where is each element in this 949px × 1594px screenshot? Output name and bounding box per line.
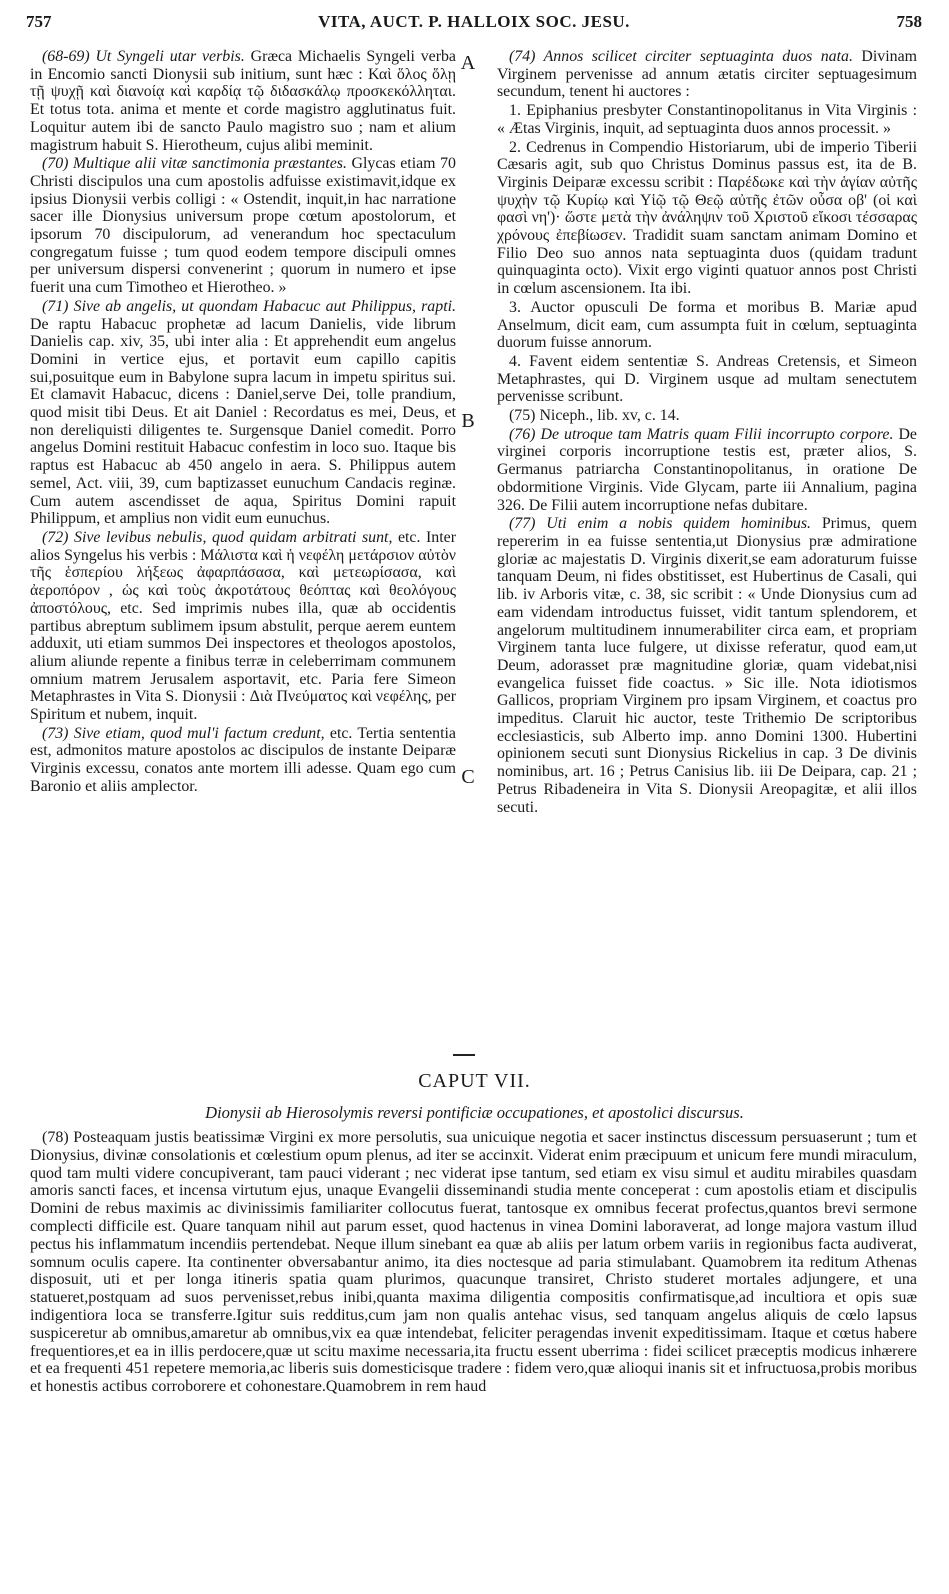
note-lemma: (77) Uti enim a nobis quidem hominibus. (509, 515, 812, 533)
list-item (497, 102, 917, 137)
margin-mark-a: A (460, 52, 476, 74)
note-paragraph (30, 48, 456, 154)
note-lemma: (71) Sive ab angelis, ut quondam Habacuc aut Philippus, rapti. (42, 297, 456, 315)
list-item (497, 139, 917, 298)
note-lemma: (74) Annos scilicet circiter septuaginta duos nata. (509, 48, 853, 65)
note-text: Divinam Virginem pervenisse ad annum ætatis circiter septuagesimum secundum, tenent hi auctores : (497, 48, 917, 101)
note-text: Græca Michaelis Syngeli verba in Encomio sancti Dionysii sub initium, sunt hæc : Καὶ ὅλος ὅλῃ τῇ ψυχῇ καὶ διανοίᾳ καὶ καρδίᾳ τῷ διδασκάλῳ προσκεκόλληται. Et totus tota. anima et mente et corde magistro agglutinatus fuit. Loquitur autem ibi de sancto Paulo magistro suo ; nam et alium magistrum habuit S. Hierotheum, cujus alibi meminit. (30, 48, 456, 154)
running-header (26, 12, 922, 38)
body-paragraph: (78) Posteaquam justis beatissimæ Virgini ex more persolutis, sua unicuique negotia et sacer instinctus discessum persuaserunt ; tum et Dionysius, divinæ consolationis et cœlestium opum plenus, ad iter se accinxit. Viderat enim præcipuum et unicum fere mundi miraculum, quod tam multi videre concupiverant, tam pauci viderant ; nec viderat ipse tantum, sed etiam ex visu simul et auditu mirabiles quasdam amoris sancti faces, et incensa virtutum ejus, unaque Evangelii disseminandi studia mente conceperat : cum apostolis etiam et discipulis Domini de rebus maximis ac divinissimis familiariter collocutus fuerat, tantosque ex omnibus fecerat profectus,quantos brevi sermone complecti difficile est. Quare tanquam nihil aut parum esset, quod hactenus in vinea Domini laboraverat, ad longe majora vastum illud pectus his inflammatum incendiis pertendebat. Neque illum sinebant ea quæ ab aliis per latum orbem variis in regionibus facta audiverat, somnum oculis capere. Ita continenter obversabantur animo, ita dies noctesque ad paria stimulabant. Quamobrem ita reditum Athenas disposuit, uti et per longa itineris spatia quam plurimos, quacunque transiret, Christo studeret mortales adjungere, et una statueret,postquam ad suos pervenisset,rebus inibi,quanta maxima diligentia compositis confirmatisque,ad incultiora et opis suæ indigentiora loca se transferre.Igitur suis redditus,cum jam non qualis antehac visus, sed tanquam angelus aliquis de cœlo lapsus suspiceretur ab omnibus,amaretur ab omnibus,vix ea quæ intendebat, feliciter peragendas invenit expeditissimam. Itaque et cœtus habere frequentiores,et ea in illis perdocere,quæ ut scitu maxime necessaria,ita fructu essent uberrima : fidei scilicet præceptis modicus inhærere et ea frequenti 451 repetere memoria,ac liberis suis domesticisque tradere : fidem vero,quæ alioqui inanis sit et infructuosa,probis moribus et honestis actibus corroborere et cohonestare.Quamobrem in rem haud (30, 1129, 917, 1396)
note-paragraph (497, 426, 917, 515)
list-item (497, 299, 917, 352)
note-paragraph (30, 155, 456, 297)
note-lemma: (72) Sive levibus nebulis, quod quidam arbitrati sunt, (42, 528, 393, 546)
right-column (497, 48, 917, 817)
note-paragraph (30, 298, 456, 528)
note-paragraph (497, 407, 917, 425)
note-text: etc. Tertia sententia est, admonitos mature apostolos ac discipulos de instante Deiparæ Virginis excessu, conatos ante mortem illi adesse. Quam ego cum Baronio et aliis amplector. (30, 724, 456, 795)
note-paragraph (30, 529, 456, 724)
note-paragraph (30, 725, 456, 796)
note-lemma: (73) Sive etiam, quod mul'i factum credunt, (42, 724, 325, 742)
margin-mark-b: B (461, 410, 475, 432)
left-column (30, 48, 456, 797)
note-text: Glycas etiam 70 Christi discipulos una cum apostolis adfuisse existimavit,idque ex ipsius Dionysii verbis colligi : « Ostendit, inquit,in hac narratione sacer ille Dionysius universum prope cœtum apostolorum, et ipsorum 70 discipulorum, ad venerandum hoc spectaculum congregatum fuisse ; tum quod eodem tempore discipuli omnes per universum dispersi convenerint ; quorum in numero et ipse fuerit una cum Timotheo et Hierotheo. » (30, 155, 456, 297)
chapter-body (30, 1129, 917, 1396)
note-text: De virginei corporis incorruptione testis est, præter alios, S. Germanus patriarcha Constantinopolitanus, in oratione De obdormitione Virginis. Vide Glycam, parte iii Annalium, pagina 326. De Filii autem incorruptione nefas dubitare. (497, 425, 917, 514)
list-item (497, 353, 917, 406)
margin-mark-c: C (461, 766, 475, 788)
note-paragraph (497, 48, 917, 101)
page-number-left: 757 (26, 12, 52, 31)
note-text: Primus, quem repererim in ea fuisse sententia,ut Dionysius præ admiratione gloriæ ac majestatis D. Virginis dixerit,se eam adoraturum fuisse tanquam Deum, ni fides obstitisset, est Hubertinus de Casali, qui lib. iv Arboris vitæ, c. 38, sic scribit : « Unde Dionysius cum ad eam videndam introductus fuisset, vidit tantum splendorem, et angelorum multitudinem innumerabiliter circa eam, et propriam Virginem tanta luce fulgere, ut dixisse referatur, quod eam,ut Deum, adorasset præ magnitudine gloriæ, quam videbat,nisi evangelica fuisset fide coactus. » Sic ille. Nota idiotismos Gallicos, propriam Virginem pro ipsam Virginem, et coactus pro impeditus. Claruit hic auctor, teste Trithemio De scriptoribus ecclesiasticis, sub Alberto imp. anno Domini 1300. Hubertini opinionem secuti sunt Dionysius Rickelius in cap. 3 De divinis nominibus, art. 16 ; Petrus Canisius lib. iii De Deipara, cap. 21 ; Petrus Ribadeneira in Vita S. Dionysii Areopagitæ, et alii illos secuti. (497, 515, 917, 816)
note-text: 3. Auctor opusculi De forma et moribus B. Mariæ apud Anselmum, dicit eam, cum assumpta fuit in cœlum, septuaginta duorum fuisse annorum. (497, 298, 917, 352)
note-lemma: (68-69) Ut Syngeli utar verbis. (42, 48, 245, 65)
section-divider (453, 1054, 475, 1056)
note-paragraph (497, 515, 917, 816)
chapter-subtitle: Dionysii ab Hierosolymis reversi pontificiæ occupationes, et apostolici discursus. (205, 1103, 744, 1122)
note-lemma: (70) Multique alii vitæ sanctimonia præstantes. (42, 155, 347, 173)
note-text: 2. Cedrenus in Compendio Historiarum, ubi de imperio Tiberii Cæsaris agit, sub quo Christus Dominus passus est, ita de B. Virginis Deiparæ excessu scribit : Παρέδωκε καὶ τὴν ἁγίαν αὐτῆς ψυχὴν τῷ Κυρίῳ καὶ Υἱῷ τῷ Θεῷ αὐτῆς ἐτῶν οὖσα οβ' (οἱ καὶ φασὶ νη')· ὥστε μετὰ τὴν ἀνάληψιν τοῦ Χριστοῦ εἴκοσι τέσσαρας χρόνους ἐπεβίωσεν. Tradidit suam sanctam animam Domino et Filio Deo suo annos nata septuaginta duos (quidam tradunt quinquaginta octo). Vixit ergo viginti quatuor annos post Christi in cœlum ascensionem. Ita ibi. (497, 138, 917, 298)
note-text: etc. Inter alios Syngelus his verbis : Μάλιστα καὶ ἡ νεφέλη μετάρσιον αὐτὸν τῆς ἑσπερίου λήξεως ἀφαρπάσασα, καὶ μετεωρίσασα, καὶ ἀεροπόρον , ὡς καὶ τοὺς ἀκροτάτους θεόπτας καὶ θεολόγους ἀποστόλους, etc. Sed imprimis nubes illa, quæ ab occidentis partibus abreptum sublimem ipsum abstulit, perque aerem euntem adduxit, uti etiam summos Dei inspectores et theologos apostolos, alium aliunde repente a finibus terræ in celeberrimam communem omnium matrem Jerusalem asportavit, etc. Paria fere Simeon Metaphrastes in Vita S. Dionysii : Διὰ Πνεύματος καὶ νεφέλης, per Spiritum et nubem, inquit. (30, 528, 456, 724)
running-title: VITA, AUCT. P. HALLOIX SOC. JESU. (318, 12, 630, 31)
note-text: (75) Niceph., lib. xv, c. 14. (509, 407, 680, 425)
note-text: 1. Epiphanius presbyter Constantinopolitanus in Vita Virginis : « Ætas Virginis, inquit, ad septuaginta duos annos processit. » (497, 102, 917, 137)
note-text: 4. Favent eidem sententiæ S. Andreas Cretensis, et Simeon Metaphrastes, qui D. Virginem usque ad multam senectutem pervenisse scribunt. (497, 352, 917, 406)
page-number-right: 758 (896, 12, 922, 31)
note-text: De raptu Habacuc prophetæ ad lacum Danielis, vide librum Danielis cap. xiv, 35, ubi inter alia : Et apprehendit eum angelus Domini in vertice ejus, et portavit eum capillo capitis sui,posuitque eum in Babylone supra lacum in impetu spiritus sui. Et clamavit Habacuc, dicens : Daniel,serve Dei, tolle prandium, quod misit tibi Deus. Et ait Daniel : Recordatus es mei, Deus, et non dereliquisti diligentes te. Surgensque Daniel comedit. Porro angelus Domini restituit Habacuc confestim in loco suo. Itaque bis raptus est Habacuc ab 450 angelo in aera. S. Philippus autem semel, Act. viii, 39, cum baptizasset eunuchum Candacis reginæ. Cum autem ascendisset de aqua, Spiritus Domini rapuit Philippum, et amplius non vidit eum eunuchus. (30, 315, 456, 528)
note-lemma: (76) De utroque tam Matris quam Filii incorrupto corpore. (509, 425, 894, 443)
chapter-title: CAPUT VII. (418, 1070, 531, 1092)
